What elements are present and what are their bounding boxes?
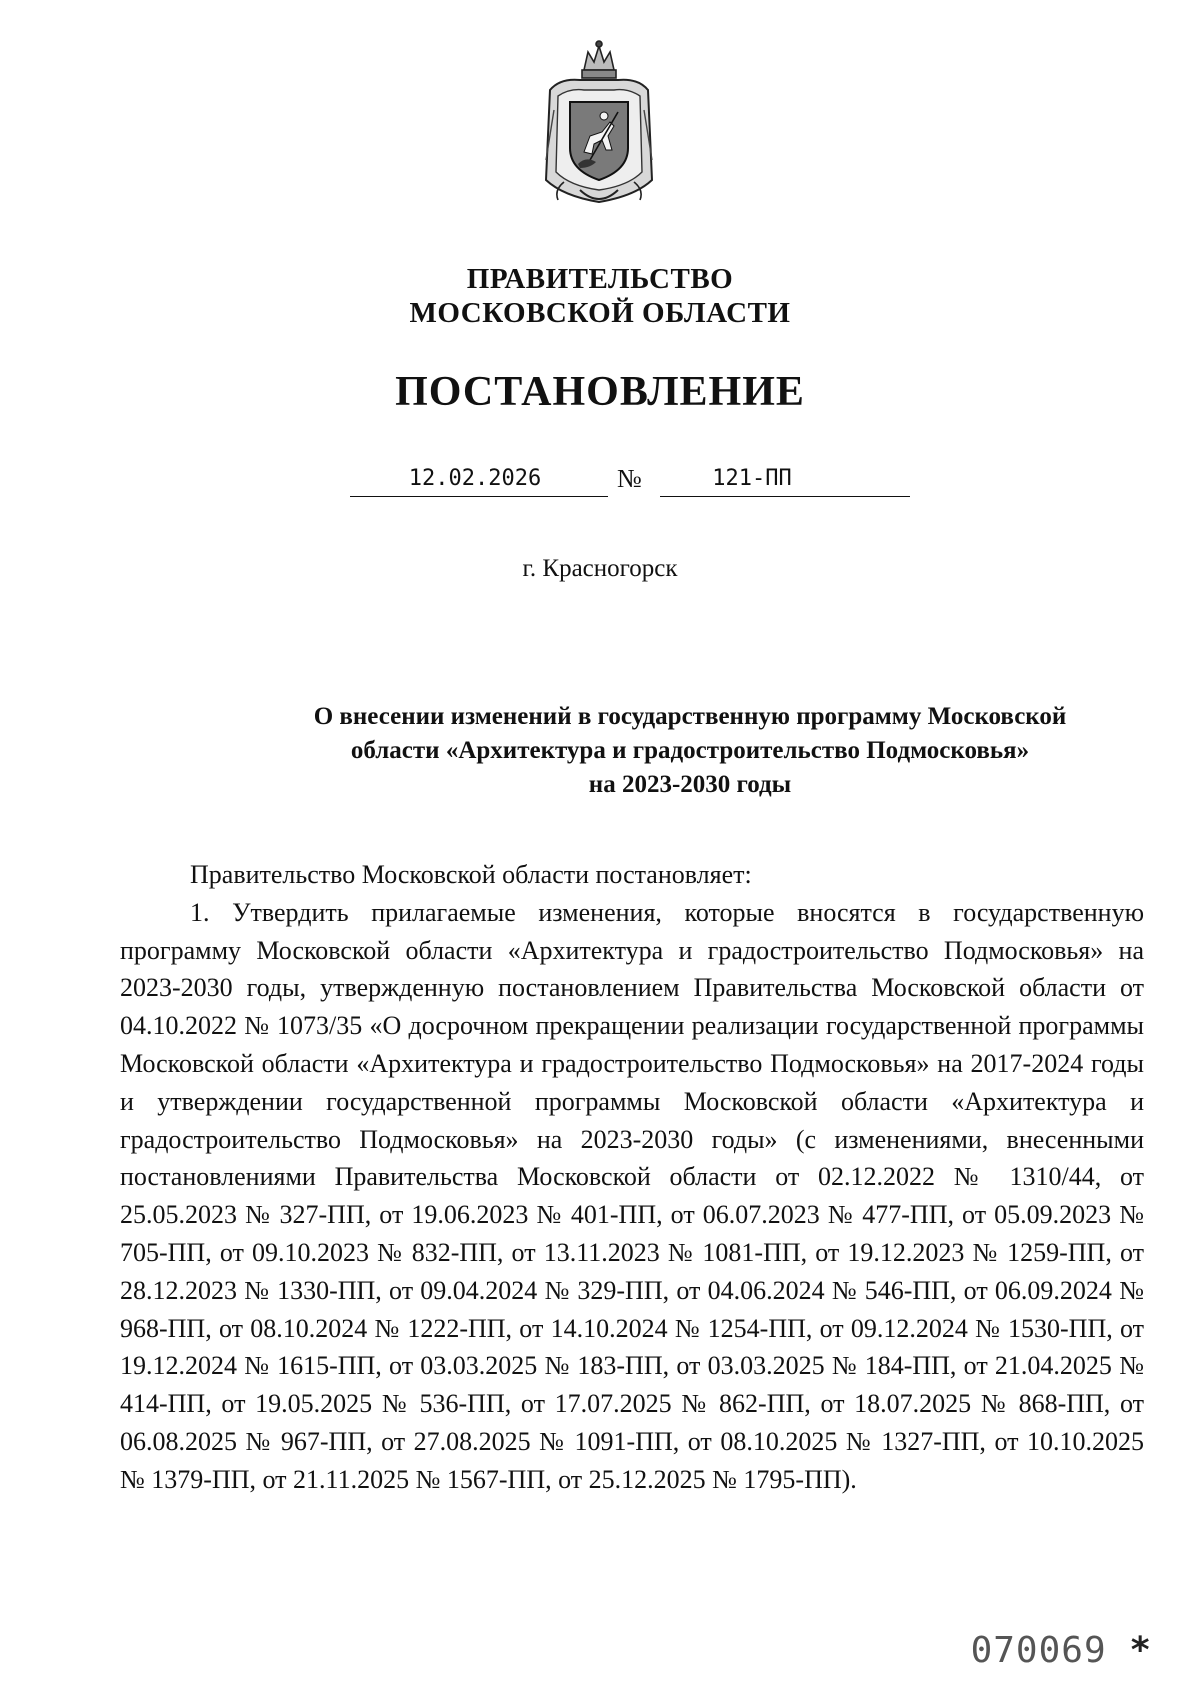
preamble: Правительство Московской области постановляет: — [190, 860, 752, 889]
title-line-2: области «Архитектура и градостроительство Подмосковья» — [350, 737, 1030, 764]
title-line-1: О внесении изменений в государственную программу Московской — [313, 703, 1067, 730]
document-date: 12.02.2026 — [408, 466, 542, 491]
serial-mark: * — [1129, 1630, 1152, 1671]
serial-digits: 070069 — [970, 1630, 1107, 1671]
number-sign: № — [617, 464, 642, 493]
document-body — [120, 856, 1144, 1499]
city: г. Красногорск — [522, 555, 678, 582]
serial-number — [971, 1630, 1152, 1671]
org-line-2: МОСКОВСКОЙ ОБЛАСТИ — [409, 297, 791, 329]
document-title — [250, 700, 1130, 802]
coat-of-arms-icon — [540, 40, 658, 210]
document-type: ПОСТАНОВЛЕНИЕ — [395, 369, 805, 415]
document-number: 121-ПП — [712, 466, 792, 491]
clause-1: 1. Утвердить прилагаемые изменения, которые вносятся в государственную программу Московской области «Архитектура и градостроительство Подмосковья» на 2023-2030 годы, утвержденную постановлением Правительства Московской области от 04.10.2022 № 1073/35 «О досрочном прекращении реализации государственной программы Московской области «Архитектура и градостроительство Подмосковья» на 2017-2024 годы и утверждении государственной программы Московской области «Архитектура и градостроительство Подмосковья» на 2023-2030 годы» (с изменениями, внесенными постановлениями Правительства Московской области от 02.12.2022 № 1310/44, от 25.05.2023 № 327-ПП, от 19.06.2023 № 401-ПП, от 06.07.2023 № 477-ПП, от 05.09.2023 № 705-ПП, от 09.10.2023 № 832-ПП, от 13.11.2023 № 1081-ПП, от 19.12.2023 № 1259-ПП, от 28.12.2023 № 1330-ПП, от 09.04.2024 № 329-ПП, от 04.06.2024 № 546-ПП, от 06.09.2024 № 968-ПП, от 08.10.2024 № 1222-ПП, от 14.10.2024 № 1254-ПП, от 09.12.2024 № 1530-ПП, от 19.12.2024 № 1615-ПП, от 03.03.2025 № 183-ПП, от 03.03.2025 № 184-ПП, от 21.04.2025 № 414-ПП, от 19.05.2025 № 536-ПП, от 17.07.2025 № 862-ПП, от 18.07.2025 № 868-ПП, от 06.08.2025 № 967-ПП, от 27.08.2025 № 1091-ПП, от 08.10.2025 № 1327-ПП, от 10.10.2025 № 1379-ПП, от 21.11.2025 № 1567-ПП, от 25.12.2025 № 1795-ПП). — [120, 897, 1144, 1494]
number-underline — [660, 496, 910, 497]
title-line-3: на 2023-2030 годы — [588, 771, 792, 798]
date-underline — [350, 496, 608, 497]
org-line-1: ПРАВИТЕЛЬСТВО — [466, 263, 734, 295]
organization-name — [0, 262, 1200, 330]
